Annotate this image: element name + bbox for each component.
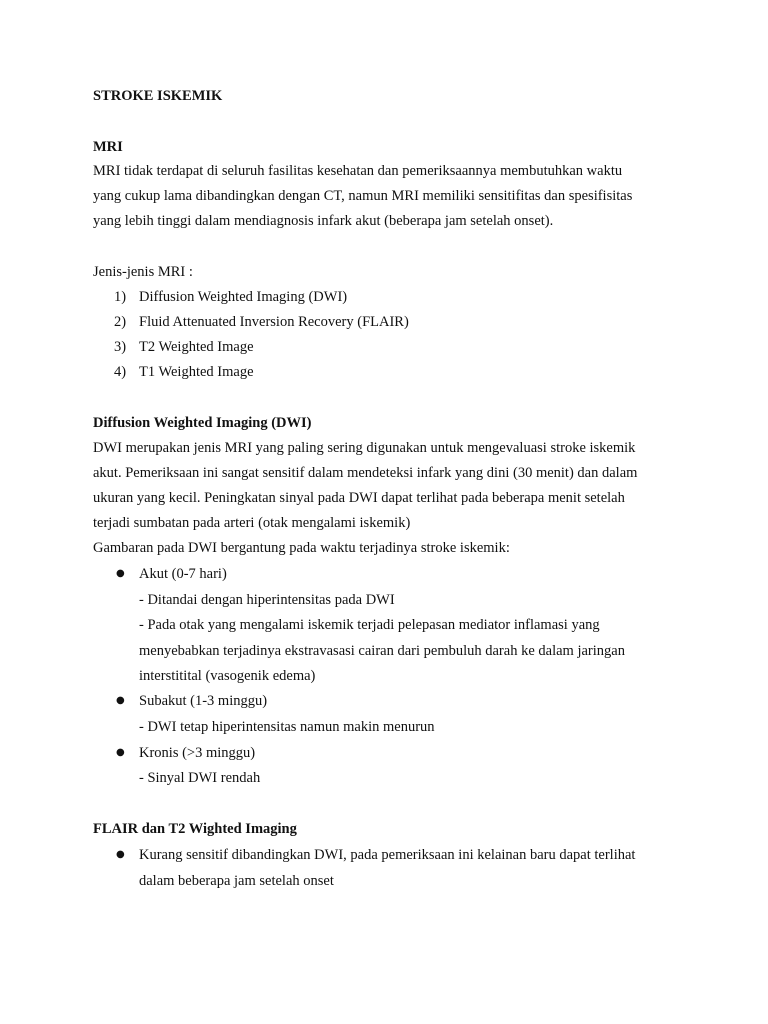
flair-heading: FLAIR dan T2 Wighted Imaging xyxy=(93,821,297,837)
dwi-paragraph-line: DWI merupakan jenis MRI yang paling sering digunakan untuk mengevaluasi stroke iskemik xyxy=(93,440,636,456)
list-number: 3) xyxy=(114,339,127,355)
bullet-sub-line: - DWI tetap hiperintensitas namun makin menurun xyxy=(139,719,435,735)
dwi-paragraph-line: terjadi sumbatan pada arteri (otak mengalami iskemik) xyxy=(93,515,411,531)
list-number: 1) xyxy=(114,289,127,305)
list-item: T1 Weighted Image xyxy=(139,364,254,380)
bullet-sub-line: - Pada otak yang mengalami iskemik terjadi pelepasan mediator inflamasi yang xyxy=(139,617,600,633)
mri-paragraph-line: yang cukup lama dibandingkan dengan CT, namun MRI memiliki sensitifitas dan spesifisitas xyxy=(93,188,633,204)
bullet-line: dalam beberapa jam setelah onset xyxy=(139,873,334,889)
document-title: STROKE ISKEMIK xyxy=(93,88,223,104)
dwi-paragraph-line: akut. Pemeriksaan ini sangat sensitif dalam mendeteksi infark yang dini (30 menit) dan dalam xyxy=(93,465,638,481)
mri-types-label: Jenis-jenis MRI : xyxy=(93,264,193,280)
mri-heading: MRI xyxy=(93,139,123,155)
bullet-icon: ● xyxy=(116,849,125,860)
dwi-paragraph-line: ukuran yang kecil. Peningkatan sinyal pada DWI dapat terlihat pada beberapa menit setelah xyxy=(93,490,625,506)
dwi-paragraph-line: Gambaran pada DWI bergantung pada waktu terjadinya stroke iskemik: xyxy=(93,540,510,556)
bullet-label: Subakut (1-3 minggu) xyxy=(139,693,268,709)
bullet-label: Kronis (>3 minggu) xyxy=(139,745,256,761)
dwi-heading: Diffusion Weighted Imaging (DWI) xyxy=(93,415,312,431)
bullet-sub-line: interstitital (vasogenik edema) xyxy=(139,668,316,684)
bullet-label: Akut (0-7 hari) xyxy=(139,566,227,582)
list-number: 2) xyxy=(114,314,127,330)
list-number: 4) xyxy=(114,364,127,380)
list-item: Fluid Attenuated Inversion Recovery (FLAIR) xyxy=(139,314,409,330)
bullet-sub-line: - Ditandai dengan hiperintensitas pada DWI xyxy=(139,592,395,608)
bullet-line: Kurang sensitif dibandingkan DWI, pada pemeriksaan ini kelainan baru dapat terlihat xyxy=(139,847,636,863)
bullet-icon: ● xyxy=(116,747,125,758)
bullet-icon: ● xyxy=(116,568,125,579)
mri-paragraph-line: yang lebih tinggi dalam mendiagnosis infark akut (beberapa jam setelah onset). xyxy=(93,213,554,229)
mri-paragraph-line: MRI tidak terdapat di seluruh fasilitas kesehatan dan pemeriksaannya membutuhkan waktu xyxy=(93,163,623,179)
bullet-sub-line: menyebabkan terjadinya ekstravasasi cairan dari pembuluh darah ke dalam jaringan xyxy=(139,643,625,659)
list-item: T2 Weighted Image xyxy=(139,339,254,355)
list-item: Diffusion Weighted Imaging (DWI) xyxy=(139,289,348,305)
bullet-sub-line: - Sinyal DWI rendah xyxy=(139,770,261,786)
bullet-icon: ● xyxy=(116,695,125,706)
